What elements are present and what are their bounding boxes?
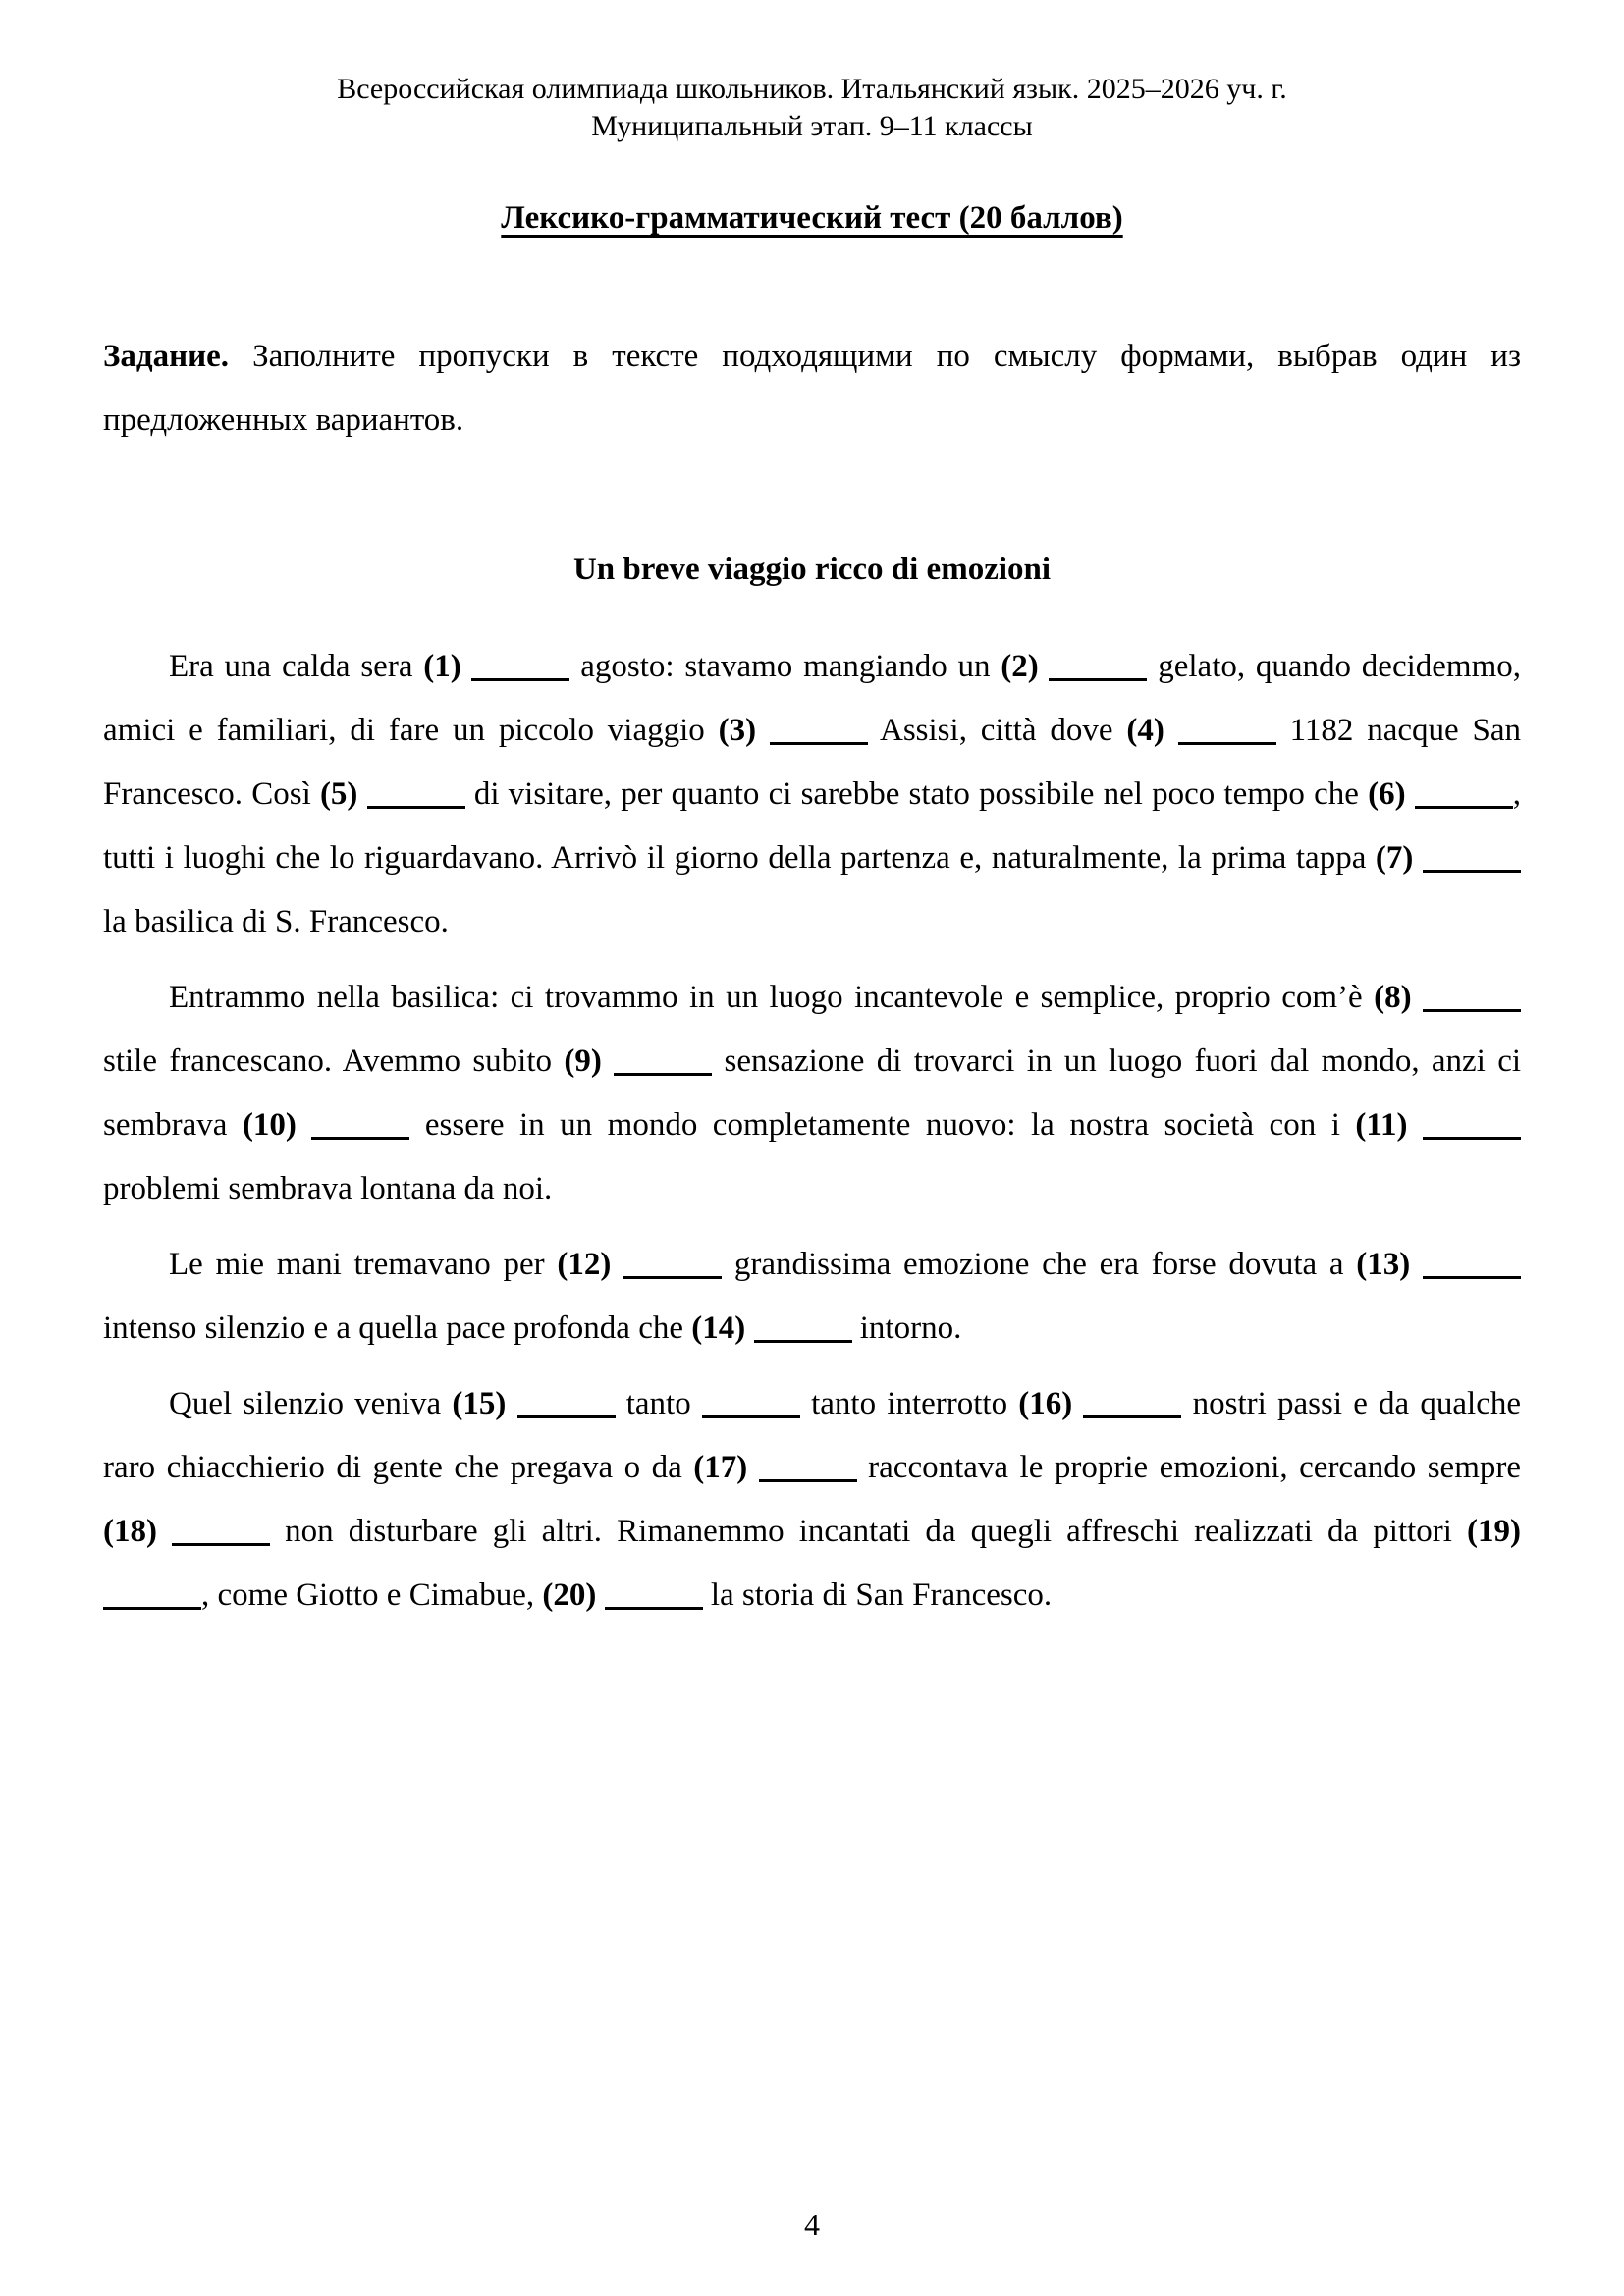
blank-line: [1423, 1122, 1521, 1140]
blank-line: [1178, 727, 1276, 745]
text-run: grandissima emozione che era forse dovuta a: [722, 1247, 1357, 1282]
text-run: [596, 1577, 604, 1613]
gap-number: (1): [423, 649, 461, 684]
text-run: [756, 713, 770, 748]
gap-number: (7): [1375, 840, 1414, 876]
gap-number: (11): [1355, 1107, 1408, 1143]
blank-line: [1415, 791, 1513, 809]
document-title: [103, 200, 1521, 237]
text-run: [1406, 776, 1415, 812]
text-run: [1412, 980, 1423, 1015]
story-title: Un breve viaggio ricco di emozioni: [572, 552, 1052, 587]
blank-line: [754, 1325, 852, 1343]
text-run: [1410, 1247, 1423, 1282]
text-run: la storia di San Francesco.: [702, 1577, 1053, 1613]
text-run: [611, 1247, 623, 1282]
task-text: Заполните пропуски в тексте подходящими по смыслу формами, выбрав один из предложенных вариантов.: [103, 339, 1521, 438]
blank-line: [1423, 1261, 1521, 1279]
text-run: intenso silenzio e a quella pace profonda che: [103, 1310, 692, 1346]
text-run: essere in un mondo completamente nuovo: la nostra società con i: [409, 1107, 1356, 1143]
text-run: [297, 1107, 312, 1143]
blank-line: [759, 1465, 857, 1482]
text-run: sensazione di trovarci in un luogo fuori dal mondo, anzi ci sembrava: [103, 1043, 1522, 1143]
gap-number: (17): [693, 1450, 748, 1485]
gap-number: (8): [1374, 980, 1412, 1015]
text-run: Quel silenzio veniva: [169, 1386, 453, 1421]
gap-number: (18): [103, 1514, 157, 1549]
text-run: [1408, 1107, 1424, 1143]
blank-line: [605, 1592, 703, 1610]
blank-line: [1423, 994, 1521, 1012]
gap-number: (10): [242, 1107, 297, 1143]
text-run: problemi sembrava lontana da noi.: [103, 1171, 553, 1206]
header-line-2: Муниципальный этап. 9–11 классы: [591, 110, 1033, 142]
story-paragraph: [103, 635, 1521, 954]
text-run: agosto: stavamo mangiando un: [569, 649, 1001, 684]
blank-line: [1423, 855, 1521, 873]
gap-number: (9): [564, 1043, 602, 1079]
text-run: Assisi, città dove: [867, 713, 1127, 748]
text-run: [745, 1310, 753, 1346]
text-run: [461, 649, 472, 684]
story-paragraph: [103, 1233, 1521, 1361]
text-run: [602, 1043, 614, 1079]
blank-line: [623, 1261, 722, 1279]
text-run: 1182 nacque San Francesco. Così: [103, 713, 1522, 812]
text-run: gelato, quando decidemmo, amici e familiari, di fare un piccolo viaggio: [103, 649, 1521, 748]
blank-line: [1049, 664, 1147, 681]
gap-number: (5): [319, 776, 358, 812]
text-run: , tutti i luoghi che lo riguardavano. Arrivò il giorno della partenza e, naturalmente, la prima tappa: [103, 776, 1522, 876]
blank-line: [103, 1592, 201, 1610]
blank-line: [517, 1401, 616, 1418]
text-run: di visitare, per quanto ci sarebbe stato possibile nel poco tempo che: [464, 776, 1369, 812]
task-paragraph: [103, 325, 1521, 453]
gap-number: (14): [691, 1310, 746, 1346]
blank-line: [367, 791, 465, 809]
gap-number: (4): [1126, 713, 1164, 748]
story-paragraphs: [103, 635, 1521, 1628]
gap-number: (12): [557, 1247, 612, 1282]
text-run: tanto: [615, 1386, 702, 1421]
blank-line: [1083, 1401, 1181, 1418]
story-paragraph: [103, 966, 1521, 1221]
text-run: Le mie mani tremavano per: [169, 1247, 558, 1282]
text-run: [506, 1386, 516, 1421]
text-run: nostri passi e da qualche raro chiacchierio di gente che pregava o da: [103, 1386, 1522, 1485]
text-run: Era una calda sera: [169, 649, 424, 684]
text-run: non disturbare gli altri. Rimanemmo incantati da quegli affreschi realizzati da pittori: [270, 1514, 1468, 1549]
page-number: 4: [804, 2207, 820, 2242]
text-run: [1413, 840, 1423, 876]
document-title-text: Лексико-грамматический тест (20 баллов): [501, 200, 1123, 236]
gap-number: (13): [1356, 1247, 1411, 1282]
text-run: Entrammo nella basilica: ci trovammo in un luogo incantevole e semplice, proprio com’è: [169, 980, 1375, 1015]
blank-line: [614, 1058, 712, 1076]
text-run: [157, 1514, 172, 1549]
gap-number: (20): [542, 1577, 597, 1613]
gap-number: (15): [452, 1386, 507, 1421]
header-line-1: Всероссийская олимпиада школьников. Итальянский язык. 2025–2026 уч. г.: [337, 73, 1287, 105]
gap-number: (16): [1018, 1386, 1073, 1421]
blank-line: [172, 1528, 270, 1546]
blank-line: [770, 727, 868, 745]
gap-number: (6): [1368, 776, 1406, 812]
text-run: , come Giotto e Cimabue,: [201, 1577, 543, 1613]
text-run: raccontava le proprie emozioni, cercando sempre: [856, 1450, 1521, 1485]
blank-line: [311, 1122, 409, 1140]
blank-line: [471, 664, 569, 681]
text-run: [357, 776, 366, 812]
text-run: [1164, 713, 1178, 748]
text-run: [747, 1450, 758, 1485]
text-run: intorno.: [851, 1310, 962, 1346]
text-run: la basilica di S. Francesco.: [103, 904, 449, 939]
gap-number: (2): [1001, 649, 1039, 684]
story-paragraph: [103, 1372, 1521, 1628]
text-run: tanto interrotto: [799, 1386, 1019, 1421]
text-run: stile francescano. Avemmo subito: [103, 1043, 565, 1079]
gap-number: (3): [718, 713, 757, 748]
blank-line: [702, 1401, 800, 1418]
text-run: [1039, 649, 1050, 684]
text-run: [1072, 1386, 1083, 1421]
gap-number: (19): [1467, 1514, 1521, 1549]
task-label: Задание.: [103, 339, 230, 374]
